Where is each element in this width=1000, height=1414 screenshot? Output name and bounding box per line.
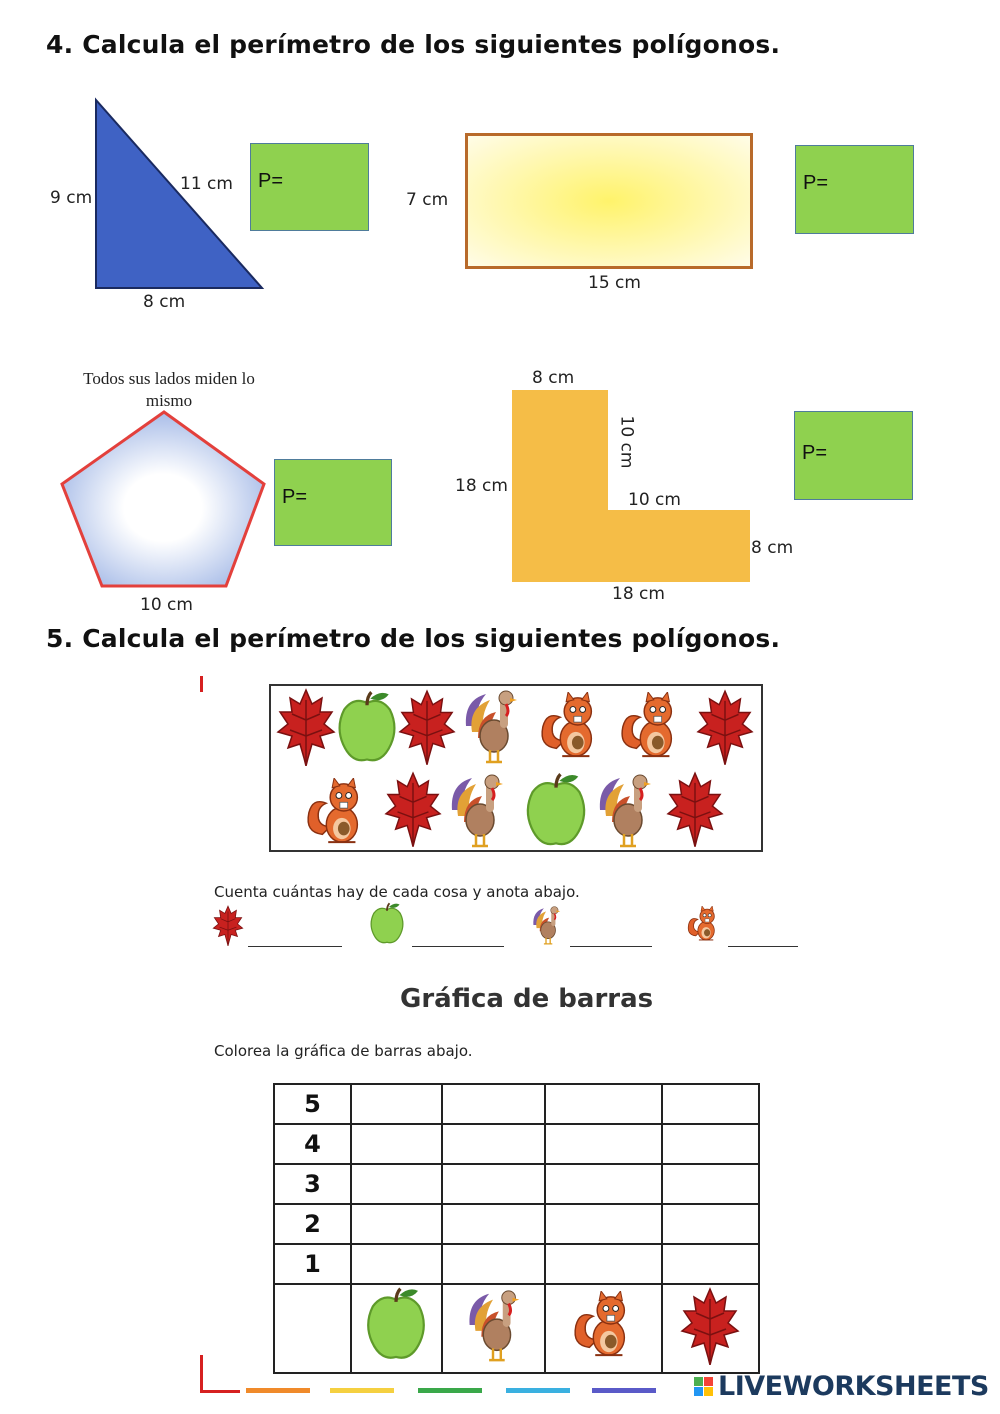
column-turkey [442,1284,545,1373]
answer-label: P= [802,442,828,464]
graph-cell[interactable] [662,1084,759,1124]
turkey-icon [594,770,656,852]
section-5-title: 5. Calcula el perímetro de los siguientes polígonos. [46,624,781,653]
pentagon-note: Todos sus lados miden lo mismo [83,369,255,410]
leaf-icon [666,768,728,852]
leaf-icon [212,904,246,948]
rectangle-width-label: 15 cm [588,273,641,293]
pentagon-shape [58,408,270,590]
turkey-icon [530,904,564,948]
bar-graph-table [273,1083,760,1374]
empty-corner-cell [274,1284,351,1373]
graph-cell[interactable] [442,1204,545,1244]
graph-cell[interactable] [545,1084,662,1124]
leaf-icon [398,686,460,770]
l-shape-answer-box[interactable] [794,411,913,500]
leaf-icon [276,686,342,772]
squirrel-icon [538,692,604,762]
graph-cell[interactable] [545,1164,662,1204]
turkey-icon [446,770,508,852]
answer-label: P= [258,170,284,192]
corner-mark [200,1390,240,1393]
rectangle-answer-input[interactable] [796,146,917,235]
pentagon-answer-input[interactable] [275,460,395,547]
graph-cell[interactable] [662,1204,759,1244]
graph-cell[interactable] [545,1204,662,1244]
l-shape-inner-vertical-label: 10 cm [616,415,637,469]
apple-count-blank[interactable] [412,946,504,947]
color-strip [418,1388,482,1393]
leaf-icon [384,768,446,852]
row-label: 3 [274,1164,351,1204]
l-shape-inner-horizontal-label: 10 cm [628,490,681,510]
row-label: 4 [274,1124,351,1164]
graph-cell[interactable] [442,1244,545,1284]
turkey-icon [460,686,522,768]
liveworksheets-logo[interactable]: LIVEWORKSHEETS [718,1371,989,1402]
row-label: 1 [274,1244,351,1284]
color-strip [506,1388,570,1393]
graph-cell[interactable] [351,1244,442,1284]
triangle-answer-box[interactable] [250,143,369,231]
graph-cell[interactable] [442,1084,545,1124]
pentagon-side-label: 10 cm [140,595,193,615]
squirrel-icon [618,692,684,762]
answer-label: P= [282,486,308,508]
color-strip [592,1388,656,1393]
triangle-answer-input[interactable] [251,144,372,232]
l-shape-bottom-label: 18 cm [612,584,665,604]
graph-cell[interactable] [351,1124,442,1164]
row-label: 5 [274,1084,351,1124]
color-strip [330,1388,394,1393]
graph-cell[interactable] [442,1164,545,1204]
graph-cell[interactable] [351,1204,442,1244]
graph-cell[interactable] [442,1124,545,1164]
l-shape-left-label: 18 cm [455,476,508,496]
triangle-shape [90,96,266,292]
corner-mark [200,1355,203,1393]
graph-cell[interactable] [545,1244,662,1284]
bar-graph-title: Gráfica de barras [400,984,654,1014]
graph-cell[interactable] [351,1084,442,1124]
apple-icon [522,772,592,852]
color-instruction: Colorea la gráfica de barras abajo. [214,1042,473,1060]
graph-cell[interactable] [351,1164,442,1204]
color-strip [246,1388,310,1393]
squirrel-count-blank[interactable] [728,946,798,947]
liveworksheets-logo-icon [694,1377,714,1397]
pentagon-answer-box[interactable] [274,459,392,546]
turkey-count-blank[interactable] [570,946,652,947]
column-squirrel [545,1284,662,1373]
row-label: 2 [274,1204,351,1244]
apple-icon [363,1286,431,1366]
squirrel-icon [571,1291,637,1361]
triangle-base-label: 8 cm [143,292,186,312]
leaf-count-blank[interactable] [248,946,342,947]
graph-cell[interactable] [545,1124,662,1164]
triangle-hypotenuse-label: 11 cm [180,174,233,194]
squirrel-icon [304,778,370,848]
l-shape-top-label: 8 cm [532,368,575,388]
squirrel-icon [686,906,722,944]
turkey-icon [463,1286,525,1366]
leaf-icon [680,1285,742,1367]
apple-icon [368,902,408,948]
answer-label: P= [803,172,829,194]
triangle-side-label: 9 cm [50,188,93,208]
graph-cell[interactable] [662,1124,759,1164]
rectangle-height-label: 7 cm [406,190,449,210]
l-shape-answer-input[interactable] [795,412,916,501]
l-shape-right-label: 8 cm [751,538,794,558]
graph-cell[interactable] [662,1164,759,1204]
rectangle-shape [465,133,753,269]
column-leaf [662,1284,759,1373]
apple-icon [334,690,402,770]
leaf-icon [696,686,758,770]
corner-mark [200,676,203,692]
section-4-title: 4. Calcula el perímetro de los siguientes polígonos. [46,30,781,59]
graph-cell[interactable] [662,1244,759,1284]
rectangle-answer-box[interactable] [795,145,914,234]
column-apple [351,1284,442,1373]
count-instruction: Cuenta cuántas hay de cada cosa y anota abajo. [214,883,580,901]
